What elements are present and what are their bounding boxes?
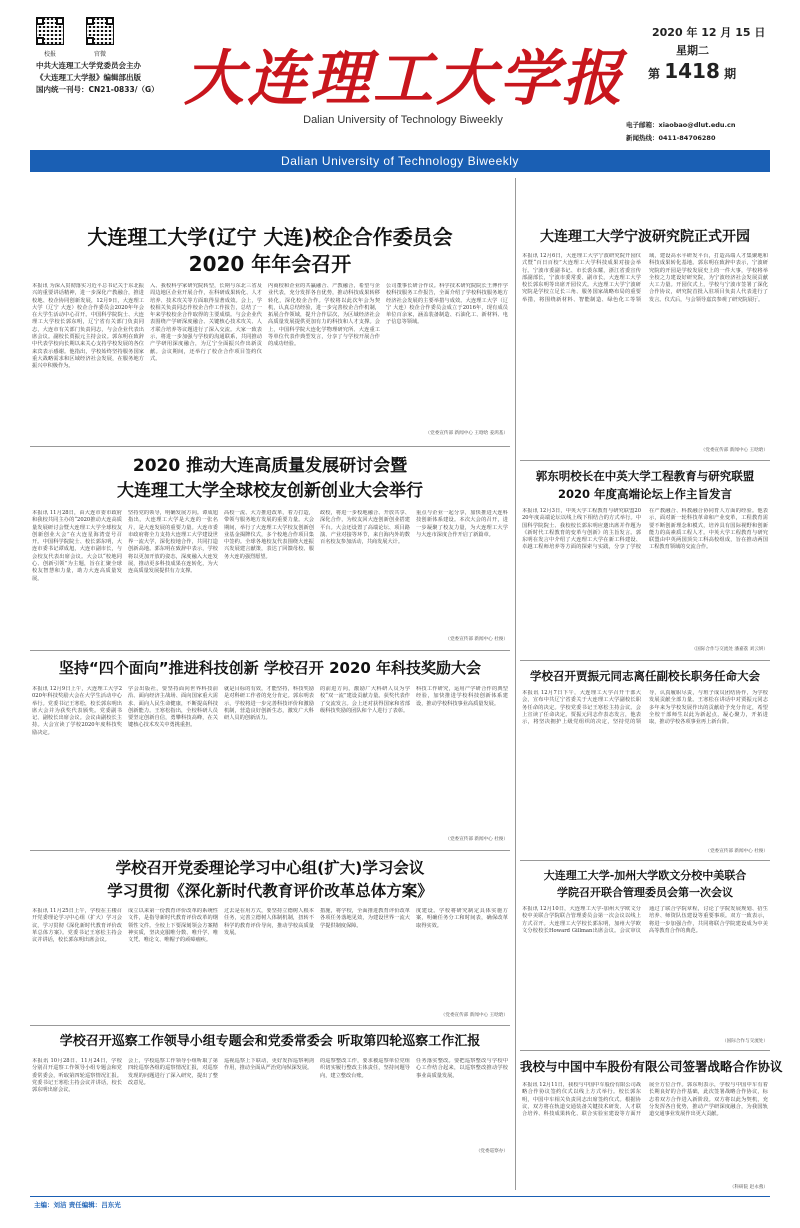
footer-rule — [30, 1196, 770, 1197]
article-10-body: 本报讯 12月11日，我校与中国中车股份有限公司战略合作协议签约仪式以线上方式举行。校长郭东明，中国中车相关负责同志出席签约仪式。根据协议，双方将在轨道交通装备关键技术研发、人才联合培养、科技成果转化、联合实验室建设等方面开展全方位合作。郭东明表示，学校与中国中车有着长期良好的合作基础，此次签署战略合作协议，标志着双方合作进入新阶段。双方将以此为契机，充分发挥各自优势，推动产学研深度融合，为我国轨道交通事业发展作出更大贡献。 — [522, 1082, 768, 1118]
article-5-col5: 科技工作研究，运用产学研合作的典型经验，加快推进学校科技创新体系建设，推动学校科技事业高质量发展。 — [416, 686, 508, 707]
article-9-headline[interactable]: 学校召开巡察工作领导小组专题会和党委常委会 听取第四轮巡察工作汇报 — [59, 1034, 481, 1049]
section-divider — [30, 1025, 510, 1026]
article-3-col1: 本报讯 11月28日，由大连市委市政府和我校共同主办的“2020推动大连高质量发展研讨会暨大连理工大学全球校友创新创业大会”在大连星海湾壹号召开。中国科学院院士、校长郭东明，大连市委书记谭成旭，大连市副市长，与会校友代表出席会议。大会以“校地同心、创新引领”为主题，旨在汇聚全球校友智慧和力量，助力大连高质量发展。 — [32, 510, 122, 582]
article-3-headline-line1[interactable]: 2020 推动大连高质量发展研讨会暨 — [132, 456, 408, 476]
section-divider — [520, 460, 770, 461]
article-1-col2: 入、我校科学家研究院转型，长期与东北三省及周边地区企业开展合作，在科研成果转化、人才培养、技术攻关等方面取得显著成效。会上，学校相关负责同志作校企合作工作报告，总结了一年来学校校企合作取得的主要成绩。与会企业代表围绕产学研深度融合、关键核心技术攻关、人才联合培养等议题进行了深入交流。大家一致表示，将进一步加强与学校的沟通联系，共同推动产学研用深度融合，为辽宁全面振兴作出新贡献。会议期间，还举行了校企合作项目签约仪式。 — [150, 283, 262, 362]
article-10-headline[interactable]: 我校与中国中车股份有限公司签署战略合作协议 — [520, 1059, 783, 1074]
article-9-col3: 巡视巡察上下联动，更好发挥巡察利剑作用，推动全面从严治党向纵深发展。 — [224, 1058, 314, 1072]
article-4-headline-line2[interactable]: 2020 年度高端论坛上作主旨发言 — [557, 487, 732, 501]
article-1-byline: （党委宣传部 新闻中心 王晗晗 姜鸿基） — [425, 431, 508, 436]
article-7-byline: （党委宣传部 新闻中心 王晗晗） — [440, 1013, 508, 1018]
article-5-col1: 本报讯 12月9日上午，大连理工大学2020年科技奖励大会在大学生活动中心举行。党委书记王寒松，校长郭东明出席大会并为获奖代表颁奖。党委副书记、副校长出席会议。会议由副校长主持。大会宣读了学校2020年度科技奖励决定。 — [32, 686, 122, 736]
qr-label-wechat: 官微 — [93, 51, 106, 58]
article-3-col5: 重点与企业一起分享，加快推进大连科技创新体系建设。本次大会的召开，进一步凝聚了校友力量，为大连理工大学与大连市深度合作开启了新篇章。 — [416, 510, 508, 538]
editor-text: 《大连理工大学报》编辑部出版 — [36, 73, 141, 82]
issue-prefix: 第 — [648, 67, 661, 81]
article-1-col4: 公司董事长研合作议。科学技术研究院院长王博作学校科技服务工作报告，全面介绍了学校科技服务地方经济社会发展的主要举措与成效。大连理工大学（辽宁 大连）校企合作委员会成立于2016年，现有成员单位百余家，涵盖装备制造、石油化工、新材料、电子信息等领域。 — [386, 283, 508, 326]
article-1-col1: 本报讯 为深入贯彻落实习近平总书记关于东北振兴的重要讲话精神，进一步深化产教融合，推进校地、校企协同创新发展，12月9日，大连理工大学（辽宁 大连）校企合作委员会2020年年会在大学生活动中心召开。中国科学院院士、大连理工大学校长郭东明，辽宁省有关部门负责同志，大连市有关部门负责同志，与会企业代表出席会议。副校长贾振元主持会议。郭东明在致辞中代表学校向长期以来关心支持学校发展的各位来宾表示感谢。他指出，学校始终坚持服务国家重大战略需求和区域经济社会发展，在服务地方振兴中积极作为。 — [32, 283, 144, 370]
article-9-col2: 会上，学校巡察工作领导小组听取了第四轮巡察各组的巡察情况汇报，对巡察发现的问题进行了深入研究，提出了整改意见。 — [128, 1058, 218, 1086]
article-3-col2: 坚持党的领导，明确发展方向。谭成旭指出，大连理工大学是大连的一张名片，是大连发展的重要力量。大连市委市政府将全力支持大连理工大学建设世界一流大学，深化校地合作，共同打造创新高地。郭东明在致辞中表示，学校将以更加开放的姿态，深度融入大连发展，推动更多科技成果在连转化，为大连高质量发展提供有力支撑。 — [128, 510, 218, 575]
newspaper-subtitle: Dalian University of Technology Biweekly — [303, 114, 503, 126]
section-divider — [520, 1050, 770, 1051]
title-band-text: Dalian University of Technology Biweekly — [281, 154, 519, 168]
issn-text: 国内统一刊号：CN21-0833/（G） — [36, 85, 159, 94]
section-divider — [30, 650, 510, 651]
newspaper-title: 大连理工大学报 — [184, 44, 625, 114]
article-5-col2: 学会出版社，要坚持面向世界科技前沿、面向经济主战场、面向国家重大需求、面向人民生命健康，不断提高科技创新能力。王寒松指出，全校科研人员要坚定创新自信，勇攀科技高峰，在关键核心技术攻关中勇挑重担。 — [128, 686, 218, 729]
article-5-col3: 就是目标的有效，才能坚持，科技奖励是对科研工作者的充分肯定。郭东明表示，学校将进一步完善科技评价和激励机制，营造良好创新生态，激发广大科研人员的创新活力。 — [224, 686, 314, 722]
article-6-body: 本报讯 12月7日下午，大连理工大学召开干部大会，宣布中共辽宁省委关于大连理工大学副校长职务任命的决定。学校党委书记王寒松主持会议。会上宣读了任命决定。贾振元同志作表态发言，他表示，将坚决拥护上级党组织的决定，坚持党的领导，认真履职尽责，与班子成员团结协作，为学校发展贡献全部力量。王寒松在讲话中对贾振元同志多年来为学校发展作出的贡献给予充分肯定，希望全校干部师生以此为新起点，凝心聚力，开拓进取，推动学校各项事业再上新台阶。 — [522, 690, 768, 726]
article-8-byline: （国际合作与交流处） — [722, 1039, 768, 1044]
article-7-col2: 成立以来第一份教育评价改革的系统性文件，是指导新时代教育评价改革的纲领性文件。全校上下要深刻领会方案精神实质，坚决克服唯分数、唯升学、唯文凭、唯论文、唯帽子的顽瘴痼疾。 — [128, 908, 218, 944]
weekday: 星期二 — [676, 44, 709, 57]
qr-label-paper: 校报 — [43, 51, 56, 58]
article-10-byline: （科研院 赵永燕） — [729, 1185, 768, 1190]
article-7-col4: 措施，将学校，全面推进教育评价改革各项任务落地见效，为建设世界一流大学提供制度保障。 — [320, 908, 410, 929]
article-5-col4: 的前进方向，激励广大科研人员为学校“双一流”建设贡献力量。获奖代表作了交流发言。会上还对获得国家和省部级科技奖励的团队和个人进行了表彰。 — [320, 686, 410, 714]
article-2-headline[interactable]: 大连理工大学宁波研究院正式开园 — [540, 229, 750, 245]
article-8-body: 本报讯 12月10日，大连理工大学-加州大学欧文分校中美联合学院联合管理委员会第一次会议以线上方式召开。大连理工大学校长郭东明，加州大学欧文分校校长Howard Gillman出席会议。会议审议通过了联合学院章程，讨论了学院发展规划、招生培养、师资队伍建设等重要事项。双方一致表示，将进一步加强合作，共同将联合学院建设成为中美高等教育合作的典范。 — [522, 906, 768, 934]
article-7-headline-line2[interactable]: 学习贯彻《深化新时代教育评价改革总体方案》 — [107, 882, 433, 900]
article-9-col1: 本报讯 10月28日、11月24日，学校分别召开巡察工作领导小组专题会和党委常委会，听取第四轮巡察情况汇报。党委书记王寒松主持会议并讲话，校长郭东明出席会议。 — [32, 1058, 122, 1094]
footer-editor: 主编：刘洁 责任编辑：吕东光 — [34, 1201, 121, 1209]
article-2-byline: （党委宣传部 新闻中心 王晗晗） — [700, 448, 768, 453]
article-4-byline: （国际合作与交流处 潘嘉荔 刘云妍） — [691, 647, 768, 652]
article-5-headline[interactable]: 坚持“四个面向”推进科技创新 学校召开 2020 年科技奖励大会 — [58, 659, 482, 677]
column-divider — [515, 178, 516, 1190]
section-divider — [520, 660, 770, 661]
school-paper-qr-code[interactable] — [36, 17, 64, 45]
article-6-headline[interactable]: 学校召开贾振元同志离任副校长职务任命大会 — [530, 669, 760, 683]
title-band — [30, 150, 770, 172]
article-1-headline-line2[interactable]: 2020 年年会召开 — [188, 252, 352, 276]
issue-date: 2020 年 12 月 15 日 — [652, 26, 766, 39]
issue-number — [648, 59, 736, 83]
article-7-col3: 过去是在用方式，要坚持立德树人根本任务，完善立德树人体制机制，扭转不科学的教育评价导向，推动学校高质量发展。 — [224, 908, 314, 936]
article-2-body: 本报讯 12月6日，大连理工大学宁波研究院开园仪式暨“百日百校”大连理工大学科技成果对接会举行。宁波市委副书记、市长裘东耀，浙江省委宣传部副部长，宁波市委常委、副市长，大连理工大学校长郭东明等出席开园仪式。大连理工大学宁波研究院是学校立足长三角、服务国家战略布局的重要举措，将围绕新材料、智能制造、绿色化工等领域，建设高水平研发平台，打造高端人才集聚地和科技成果转化基地。郭东明在致辞中表示，宁波研究院的开园是学校发展史上的一件大事，学校将举全校之力建设好研究院，为宁波经济社会发展贡献大工力量。开园仪式上，学校与宁波市签署了深化合作协议，研究院首批入驻项目负责人代表进行了发言。仪式后，与会领导嘉宾参观了研究院展厅。 — [522, 253, 768, 303]
masthead — [0, 0, 800, 150]
article-1-headline-line1[interactable]: 大连理工大学(辽宁 大连)校企合作委员会 — [87, 225, 453, 249]
article-3-col3: 高校一流、大力推进改革，着力打造，带领与服务地方发展的重要力量。大会期间，举行了大连理工大学校友创新创业基金揭牌仪式，多个校地合作项目集中签约。全球各地校友代表围绕大连振兴发展建言献策，表达了回馈母校、服务大连的强烈愿望。 — [224, 510, 314, 560]
issue-num: 1418 — [664, 59, 720, 83]
article-8-headline-line2[interactable]: 学院召开联合管理委员会第一次会议 — [557, 886, 733, 899]
article-7-headline-line1[interactable]: 学校召开党委理论学习中心组(扩大)学习会议 — [115, 859, 425, 877]
section-divider — [30, 446, 510, 447]
article-9-col5: 任务落实整改。要把巡察整改与学校中心工作结合起来，以巡察整改推动学校事业高质量发展。 — [416, 1058, 508, 1079]
section-divider — [30, 850, 510, 851]
sponsor-text: 中共大连理工大学党委员会主办 — [36, 61, 141, 70]
article-9-byline: （党委巡察办） — [475, 1149, 508, 1154]
article-5-byline: （党委宣传部 新闻中心 杜俊） — [445, 837, 508, 842]
article-3-headline-line2[interactable]: 大连理工大学全球校友创新创业大会举行 — [117, 481, 423, 501]
article-3-byline: （党委宣传部 新闻中心 杜俊） — [445, 637, 508, 642]
issue-suffix: 期 — [724, 67, 737, 81]
official-wechat-qr-code[interactable] — [86, 17, 114, 45]
article-1-col3: 内商校和企业的共赢融合、产教融合，希望与企业代表，充分发挥各自优势，推动科技成果转移转化，深化校企合作。学校将以此次年会为契机，认真总结经验，进一步完善校企合作机制，拓展合作领域，提升合作层次，为区域经济社会高质量发展提供更加有力的科技和人才支撑。会上，中国科学院大连化学物理研究所、大连重工等单位代表作典型发言，分享了与学校开展合作的成功经验。 — [268, 283, 380, 348]
section-divider — [520, 860, 770, 861]
article-6-byline: （党委宣传部 新闻中心 杜俊） — [705, 849, 768, 854]
article-7-col1: 本报讯 11月25日上午，学校在主楼召开党委理论学习中心组（扩大）学习会议，学习贯彻《深化新时代教育评价改革总体方案》。党委书记王寒松主持会议并讲话，校长郭东明出席会议。 — [32, 908, 122, 944]
article-4-body: 本报讯 12月3日，中英大学工程教育与研究联盟2020年度高端论坛以线上线下相结合的方式举行。中国科学院院士、我校校长郭东明应邀出席并作题为《新时代工程教育的变革与创新》的主旨发言。郭东明在发言中介绍了大连理工大学在新工科建设、卓越工程师培养等方面的探索与实践，分享了学校在产教融合、科教融合协同育人方面的经验。他表示，面对新一轮科技革命和产业变革，工程教育需要不断创新理念和模式，培养具有国际视野和创新能力的高素质工程人才。中英大学工程教育与研究联盟由中英两国顶尖工科高校组成，旨在推动两国工程教育领域的交流合作。 — [522, 508, 768, 551]
article-8-headline-line1[interactable]: 大连理工大学-加州大学欧文分校中美联合 — [543, 869, 747, 882]
contact-email[interactable]: 电子邮箱：xiaobao@dlut.edu.cn — [626, 121, 736, 129]
contact-phone: 新闻热线：0411-84706280 — [626, 134, 716, 142]
article-3-col4: 政校，将进一步校地融合、开放共享、深化合作，为校友回大连创新创业搭建平台。大会还设置了高端论坛、项目路演、产业对接等环节，来自海内外的数百名校友参加活动，共商发展大计。 — [320, 510, 410, 546]
article-9-col4: 的巡察整改工作，要求被巡察单位党组织切实履行整改主体责任，坚持问题导向，建立整改台账。 — [320, 1058, 410, 1079]
article-4-headline-line1[interactable]: 郭东明校长在中英大学工程教育与研究联盟 — [535, 469, 755, 483]
article-7-col5: 度建设。学校将研究制定具体实施方案，明确任务分工和时间表，确保改革取得实效。 — [416, 908, 508, 929]
